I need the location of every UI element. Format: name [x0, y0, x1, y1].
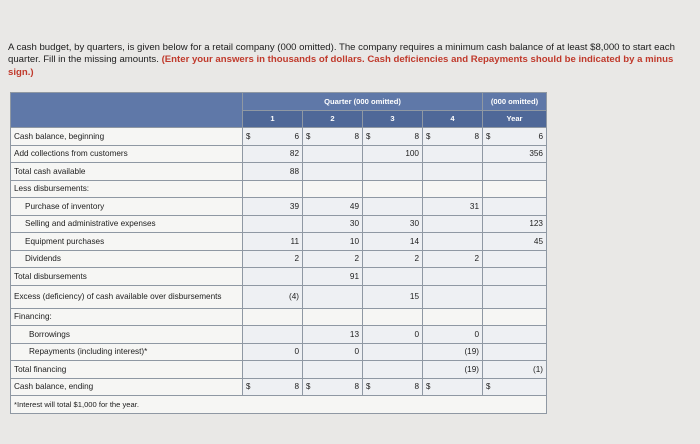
- answer-input[interactable]: [483, 326, 547, 344]
- answer-input[interactable]: [483, 343, 547, 361]
- problem-statement: [8, 42, 688, 79]
- cash-budget-table: [10, 92, 547, 414]
- answer-input[interactable]: [483, 163, 547, 181]
- answer-input[interactable]: 100: [363, 145, 423, 163]
- answer-input[interactable]: 11: [243, 233, 303, 251]
- quarter-group-header: Quarter (000 omitted): [243, 93, 483, 111]
- answer-input[interactable]: 13: [303, 326, 363, 344]
- answer-input[interactable]: 30: [363, 215, 423, 233]
- answer-input[interactable]: [243, 326, 303, 344]
- answer-input[interactable]: (4): [243, 285, 303, 308]
- answer-input[interactable]: [423, 268, 483, 286]
- answer-input[interactable]: 356: [483, 145, 547, 163]
- row-label: Total cash available: [11, 163, 243, 181]
- table-row: [11, 268, 547, 286]
- answer-input[interactable]: $ 8: [243, 378, 303, 396]
- answer-input[interactable]: (1): [483, 361, 547, 379]
- table-row: [11, 378, 547, 396]
- answer-input[interactable]: [483, 285, 547, 308]
- answer-input[interactable]: [303, 285, 363, 308]
- answer-input[interactable]: $ 8: [363, 128, 423, 146]
- row-label: Total financing: [11, 361, 243, 379]
- answer-input[interactable]: 10: [303, 233, 363, 251]
- answer-input[interactable]: 2: [303, 250, 363, 268]
- answer-input[interactable]: [363, 268, 423, 286]
- row-label: Purchase of inventory: [11, 198, 243, 216]
- answer-input[interactable]: [483, 198, 547, 216]
- answer-input[interactable]: [423, 285, 483, 308]
- answer-input[interactable]: [423, 215, 483, 233]
- answer-input[interactable]: [363, 198, 423, 216]
- answer-input[interactable]: [303, 361, 363, 379]
- answer-input[interactable]: 31: [423, 198, 483, 216]
- answer-input[interactable]: 0: [423, 326, 483, 344]
- answer-input[interactable]: 14: [363, 233, 423, 251]
- answer-input[interactable]: [363, 361, 423, 379]
- answer-input[interactable]: 0: [303, 343, 363, 361]
- answer-input[interactable]: 39: [243, 198, 303, 216]
- row-label: Borrowings: [11, 326, 243, 344]
- answer-input[interactable]: [423, 145, 483, 163]
- header-blank: [11, 93, 243, 128]
- table-row: [11, 285, 547, 308]
- answer-input[interactable]: (19): [423, 361, 483, 379]
- table-row: [11, 163, 547, 181]
- answer-input[interactable]: [303, 145, 363, 163]
- row-label: Financing:: [11, 308, 243, 326]
- answer-input[interactable]: 45: [483, 233, 547, 251]
- answer-input[interactable]: 88: [243, 163, 303, 181]
- answer-input[interactable]: $ 8: [303, 128, 363, 146]
- answer-input[interactable]: [303, 163, 363, 181]
- answer-input[interactable]: 0: [363, 326, 423, 344]
- quarter-3-header: 3: [363, 110, 423, 128]
- answer-input[interactable]: $ 6: [483, 128, 547, 146]
- row-label: Cash balance, beginning: [11, 128, 243, 146]
- answer-input[interactable]: $ 8: [363, 378, 423, 396]
- year-header: Year: [483, 110, 547, 128]
- footnote-row: [11, 396, 547, 414]
- row-label: Cash balance, ending: [11, 378, 243, 396]
- footnote: *Interest will total $1,000 for the year.: [11, 396, 547, 414]
- table-row: [11, 361, 547, 379]
- answer-input[interactable]: 2: [243, 250, 303, 268]
- quarter-1-header: 1: [243, 110, 303, 128]
- answer-input[interactable]: 2: [363, 250, 423, 268]
- row-label: Repayments (including interest)*: [11, 343, 243, 361]
- answer-input[interactable]: 0: [243, 343, 303, 361]
- answer-input[interactable]: $ 8: [423, 128, 483, 146]
- table-row: [11, 233, 547, 251]
- answer-input[interactable]: [363, 163, 423, 181]
- problem-text: A cash budget, by quarters, is given below for a retail company (000 omitted). The company requires a minimum cash balance of at least $8,000 to start each quarter. Fill in the missing amounts.: [8, 42, 675, 66]
- table-row: [11, 215, 547, 233]
- answer-input[interactable]: $: [483, 378, 547, 396]
- answer-input[interactable]: [483, 250, 547, 268]
- row-label: Equipment purchases: [11, 233, 243, 251]
- answer-input[interactable]: [243, 268, 303, 286]
- table-row: [11, 250, 547, 268]
- answer-input[interactable]: 91: [303, 268, 363, 286]
- table-row: [11, 145, 547, 163]
- year-group-header: (000 omitted): [483, 93, 547, 111]
- answer-input[interactable]: [423, 233, 483, 251]
- quarter-4-header: 4: [423, 110, 483, 128]
- answer-input[interactable]: 2: [423, 250, 483, 268]
- table-row: [11, 180, 547, 198]
- row-label: Dividends: [11, 250, 243, 268]
- answer-input[interactable]: 30: [303, 215, 363, 233]
- answer-input[interactable]: [243, 215, 303, 233]
- row-label: Less disbursements:: [11, 180, 243, 198]
- answer-input[interactable]: 15: [363, 285, 423, 308]
- answer-input[interactable]: 49: [303, 198, 363, 216]
- answer-input[interactable]: $: [423, 378, 483, 396]
- answer-input[interactable]: [243, 361, 303, 379]
- table-row: [11, 128, 547, 146]
- answer-input[interactable]: (19): [423, 343, 483, 361]
- answer-input[interactable]: $ 6: [243, 128, 303, 146]
- answer-input[interactable]: 82: [243, 145, 303, 163]
- row-label: Add collections from customers: [11, 145, 243, 163]
- row-label: Total disbursements: [11, 268, 243, 286]
- answer-input[interactable]: 123: [483, 215, 547, 233]
- answer-instruction: (Enter your answers in thousands of dollars. Cash deficiencies and Repayments should be indicated by a minus sign.): [8, 54, 674, 78]
- answer-input[interactable]: [363, 343, 423, 361]
- quarter-2-header: 2: [303, 110, 363, 128]
- answer-input[interactable]: [423, 163, 483, 181]
- table-row: [11, 326, 547, 344]
- table-row: [11, 308, 547, 326]
- answer-input[interactable]: [483, 268, 547, 286]
- answer-input[interactable]: $ 8: [303, 378, 363, 396]
- row-label: Excess (deficiency) of cash available over disbursements: [11, 285, 243, 308]
- table-row: [11, 198, 547, 216]
- row-label: Selling and administrative expenses: [11, 215, 243, 233]
- table-row: [11, 343, 547, 361]
